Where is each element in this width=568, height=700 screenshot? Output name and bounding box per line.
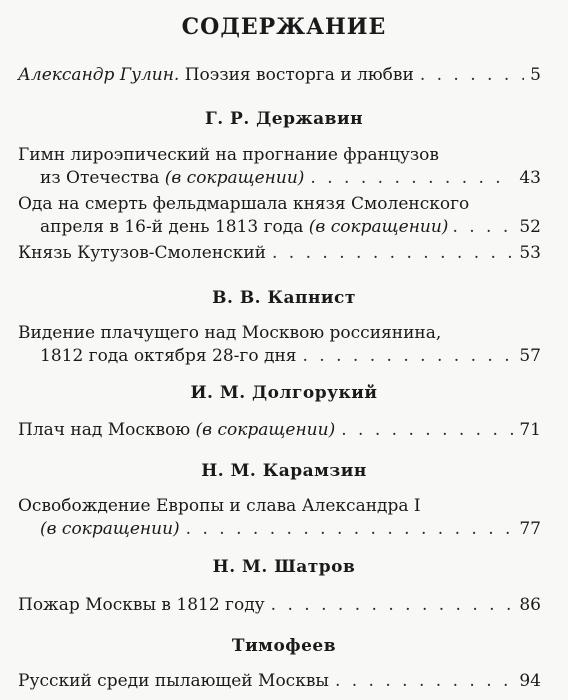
entry-note: (в сокращении) xyxy=(164,168,305,188)
toc-entry xyxy=(18,144,541,190)
section-author: В. В. Капнист xyxy=(212,288,356,308)
page-title: СОДЕРЖАНИЕ xyxy=(181,14,387,40)
entry-title: Гимн лироэпический на прогнание французов xyxy=(18,145,439,165)
leader-dots xyxy=(272,242,513,265)
entry-title: Видение плачущего над Москвою россиянина, xyxy=(18,323,442,343)
leader-dots xyxy=(186,518,514,541)
entry-title: Князь Кутузов-Смоленский xyxy=(18,243,266,263)
page-number: 57 xyxy=(519,346,541,366)
page-number: 71 xyxy=(519,420,541,440)
page-number: 86 xyxy=(519,595,541,615)
leader-dots xyxy=(310,167,513,190)
leader-dots xyxy=(335,670,513,693)
entry-title-cont: апреля в 16-й день 1813 года xyxy=(40,217,304,237)
section-author: Г. Р. Державин xyxy=(204,109,364,129)
section-author: Н. М. Шатров xyxy=(212,557,356,577)
page-number: 5 xyxy=(530,65,541,85)
entry-title: Освобождение Европы и слава Александра I xyxy=(18,496,421,516)
toc-entry xyxy=(18,670,541,693)
toc-entry xyxy=(18,242,541,265)
leader-dots xyxy=(420,64,524,87)
page-number: 43 xyxy=(519,168,541,188)
page-number: 77 xyxy=(519,519,541,539)
intro-author: Александр Гулин. xyxy=(18,65,180,85)
entry-title: Русский среди пылающей Москвы xyxy=(18,671,329,691)
entry-title-cont: из Отечества xyxy=(40,168,160,188)
leader-dots xyxy=(303,345,514,368)
toc-entry xyxy=(18,594,541,617)
toc-entry xyxy=(18,419,541,442)
leader-dots xyxy=(271,594,514,617)
page-number: 52 xyxy=(519,217,541,237)
toc-entry xyxy=(18,495,541,541)
leader-dots xyxy=(341,419,513,442)
entry-title: Ода на смерть фельдмаршала князя Смоленского xyxy=(18,194,470,214)
toc-entry xyxy=(18,322,541,368)
leader-dots xyxy=(452,216,515,239)
entry-title: Плач над Москвою xyxy=(18,420,191,440)
section-author: И. М. Долгорукий xyxy=(190,383,378,403)
page-number: 94 xyxy=(519,671,541,691)
toc-entry xyxy=(18,193,541,239)
entry-title: Пожар Москвы в 1812 году xyxy=(18,595,265,615)
section-author: Тимофеев xyxy=(231,636,337,656)
toc-entry-intro xyxy=(18,64,541,87)
page-number: 53 xyxy=(519,243,541,263)
entry-title-cont: 1812 года октября 28-го дня xyxy=(40,346,297,366)
entry-note: (в сокращении) xyxy=(195,420,336,440)
entry-note: (в сокращении) xyxy=(40,519,180,539)
intro-title: Поэзия восторга и любви xyxy=(184,65,414,85)
section-author: Н. М. Карамзин xyxy=(201,461,367,481)
entry-note: (в сокращении) xyxy=(308,217,449,237)
